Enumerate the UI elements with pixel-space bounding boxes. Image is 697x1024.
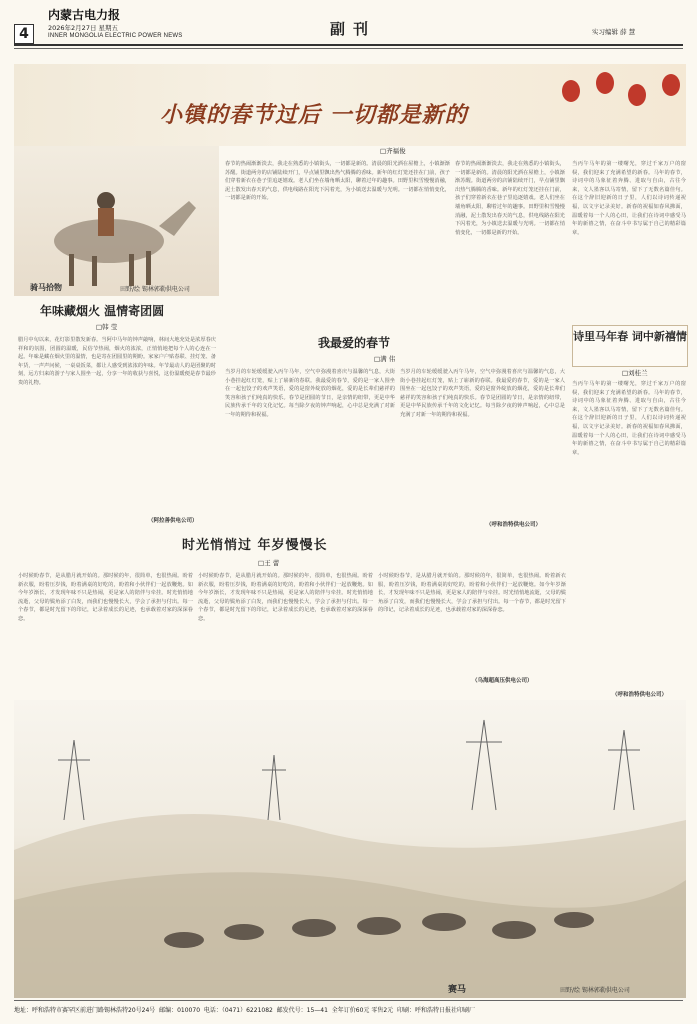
footer-printer: 印刷：呼和浩特日报社印刷厂 — [396, 1007, 475, 1014]
article-title-box — [572, 325, 688, 367]
footer — [14, 1005, 686, 1014]
article-source: （阿拉善供电公司） — [148, 518, 198, 524]
footer-rule — [14, 1000, 683, 1001]
section-title: 副刊 — [330, 20, 377, 38]
header-rule-thin — [14, 48, 683, 49]
article-title: 我最爱的春节 — [318, 336, 391, 350]
article-source: （呼和浩特供电公司） — [486, 522, 542, 528]
banner-byline: □齐福俊 — [380, 147, 406, 155]
horse-race-illustration — [14, 700, 686, 998]
editors: 实习编辑 薛 慧 — [592, 28, 636, 36]
horse-race-icon — [14, 700, 686, 998]
article-body: 小时候盼春节，是从腊月就开始的。那时候的年，很简单，也很热闹。盼着新衣服，盼着压岁钱，盼着满桌的好吃的，盼着和小伙伴们一起放鞭炮。如今年岁渐长，才发现年味不只是热闹，更是家人的陪伴与牵挂。时光悄悄地流逝，父母的鬓角添了白发，而我们也慢慢长大，学会了承担与付出。每一个春节，都是时光留下的印记，记录着成长的足迹，也承载着对家的深深眷恋。 — [18, 573, 193, 622]
footer-price: 全年订价60元 零售2元 — [331, 1007, 394, 1014]
issue-date: 2026年2月27日 星期五 — [48, 24, 119, 32]
article-body: 当丙午马年的第一缕曙光，穿过千家万户的窗棂，我们迎来了充满希望的新春。马年的春节，诗词中的马象征着奔腾、进取与自由，古往今来，文人墨客以马寄情，留下了无数名篇佳句。在这个辞旧迎新的日子里，人们以诗词传递祝福，以文字记录美好。新春的祝福如春风拂面，温暖着每一个人的心田，让我们在诗词中感受马年的新禧之情，在奋斗中书写属于自己的精彩篇章。 — [572, 161, 686, 236]
horse-rider-icon — [14, 146, 219, 296]
page-number: 4 — [14, 24, 34, 44]
article-byline: □满 伟 — [374, 355, 396, 363]
banner-title: 小镇的春节过后 一切都是新的 — [160, 102, 468, 128]
article-body-continued: 当岁月的车轮缓缓驶入丙午马年，空气中弥漫着喜庆与温馨的气息，大街小巷挂起红灯笼，贴上了崭新的春联。我最爱的春节，爱的是一家人围坐在一起包饺子的欢声笑语，爱的是窗外绽放的烟花，爱的是长辈们慈祥的笑容和孩子们纯真的快乐。春节是团圆的节日，是亲情的纽带，更是中华民族传承千年的文化记忆。每当除夕夜的钟声响起，心中总是充满了对新一年的期待和祝福。 — [400, 369, 565, 418]
article-source: （乌海超高压供电公司） — [472, 678, 533, 684]
bottom-image-credit: 田野/绘 锡林郭勒供电公司 — [560, 987, 630, 994]
article-byline: □韩 莹 — [96, 323, 118, 331]
article-body-continued: 小时候盼春节，是从腊月就开始的。那时候的年，很简单，也很热闹。盼着新衣服，盼着压岁钱，盼着满桌的好吃的，盼着和小伙伴们一起放鞭炮。如今年岁渐长，才发现年味不只是热闹，更是家人的陪伴与牵挂。时光悄悄地流逝，父母的鬓角添了白发，而我们也慢慢长大，学会了承担与付出。每一个春节，都是时光留下的印记，记录着成长的足迹，也承载着对家的深深眷恋。 — [198, 573, 373, 622]
article-body-continued: 春节的热闹渐渐淡去，我走在熟悉的小镇街头，一切都是新的。清晨的阳光洒在屋檐上，小镇渐渐苏醒。街道两旁的店铺陆续开门，早点铺里飘出热气腾腾的香味。新年的红灯笼还挂在门前，孩子们穿着新衣在巷子里追逐嬉戏。老人们坐在墙角晒太阳，聊着过年的趣事。田野里积雪慢慢消融，泥土散发出春天的气息，供电线路在阳光下闪着光，为小镇送去温暖与光明。一切都在悄悄变化，一切都是新的开始。 — [455, 161, 565, 236]
article-body: 春节的热闹渐渐淡去，我走在熟悉的小镇街头，一切都是新的。清晨的阳光洒在屋檐上，小镇渐渐苏醒。街道两旁的店铺陆续开门，早点铺里飘出热气腾腾的香味。新年的红灯笼还挂在门前，孩子们穿着新衣在巷子里追逐嬉戏。老人们坐在墙角晒太阳，聊着过年的趣事。田野里积雪慢慢消融，泥土散发出春天的气息，供电线路在阳光下闪着光，为小镇送去温暖与光明。一切都在悄悄变化，一切都是新的开始。 — [225, 161, 450, 202]
lantern-icon — [662, 74, 680, 96]
article-byline: □王 蕾 — [258, 559, 280, 567]
article-title: 时光悄悄过 年岁慢慢长 — [182, 538, 328, 553]
lantern-icon — [628, 84, 646, 106]
bottom-image-caption-title: 赛马 — [448, 985, 467, 995]
footer-address: 地址：呼和浩特市赛罕区前进门路锡林浩特20号24号 — [14, 1007, 156, 1014]
article-title: 年味藏烟火 温情寄团圆 — [40, 304, 165, 318]
header-rule — [14, 44, 683, 46]
footer-postcode: 邮编：010070 — [159, 1007, 201, 1014]
newspaper-english-name: INNER MONGOLIA ELECTRIC POWER NEWS — [48, 33, 183, 39]
article-body: 当岁月的车轮缓缓驶入丙午马年，空气中弥漫着喜庆与温馨的气息，大街小巷挂起红灯笼，贴上了崭新的春联。我最爱的春节，爱的是一家人围坐在一起包饺子的欢声笑语，爱的是窗外绽放的烟花，爱的是长辈们慈祥的笑容和孩子们纯真的快乐。春节是团圆的节日，是亲情的纽带，更是中华民族传承千年的文化记忆。每当除夕夜的钟声响起，心中总是充满了对新一年的期待和祝福。 — [225, 369, 395, 418]
article-byline: □刘桂兰 — [622, 369, 648, 377]
article-title: 诗里马年春 词中新禧情 — [573, 330, 687, 343]
footer-phone: 电话：（0471）6221082 — [203, 1007, 273, 1014]
article-body: 当丙午马年的第一缕曙光，穿过千家万户的窗棂，我们迎来了充满希望的新春。马年的春节，诗词中的马象征着奔腾、进取与自由，古往今来，文人墨客以马寄情，留下了无数名篇佳句。在这个辞旧迎新的日子里，人们以诗词传递祝福，以文字记录美好。新春的祝福如春风拂面，温暖着每一个人的心田，让我们在诗词中感受马年的新禧之情，在奋斗中书写属于自己的精彩篇章。 — [572, 381, 686, 456]
left-image-credit: 田野/绘 锡林郭勒供电公司 — [120, 286, 190, 293]
article-body: 腊月中旬以来，花灯影里散发新春。当阿中马年的钟声敲响，林间大地充处是浓厚春庆祥和的氛围，团圆的温暖，民俗节热闹，烟火的浓浓，正悄悄地把每个人的心连在一起。年味是藏在烟火里的温情，也是寄在团圆里的期盼。家家户户贴春联、挂灯笼、备年货，一声声问候，一桌桌饭菜，都让人感受到浓浓的年味。年节最动人的是团聚的时刻，远方归来的游子与家人围坐一起，分享一年的收获与喜悦，这份温暖便是春节最珍贵的礼物。 — [18, 337, 216, 386]
footer-subscription: 邮发代号：15—41 — [276, 1007, 328, 1014]
lantern-icon — [562, 80, 580, 102]
horse-riding-illustration — [14, 146, 219, 296]
left-image-caption-title: 骑马拾物 — [30, 283, 62, 292]
newspaper-logo: 内蒙古电力报 — [48, 8, 121, 22]
lantern-icon — [596, 72, 614, 94]
article-body-continued: 小时候盼春节，是从腊月就开始的。那时候的年，很简单，也很热闹。盼着新衣服，盼着压岁钱，盼着满桌的好吃的，盼着和小伙伴们一起放鞭炮。如今年岁渐长，才发现年味不只是热闹，更是家人的陪伴与牵挂。时光悄悄地流逝，父母的鬓角添了白发，而我们也慢慢长大，学会了承担与付出。每一个春节，都是时光留下的印记，记录着成长的足迹，也承载着对家的深深眷恋。 — [378, 573, 566, 614]
article-source: （呼和浩特供电公司） — [612, 692, 668, 698]
